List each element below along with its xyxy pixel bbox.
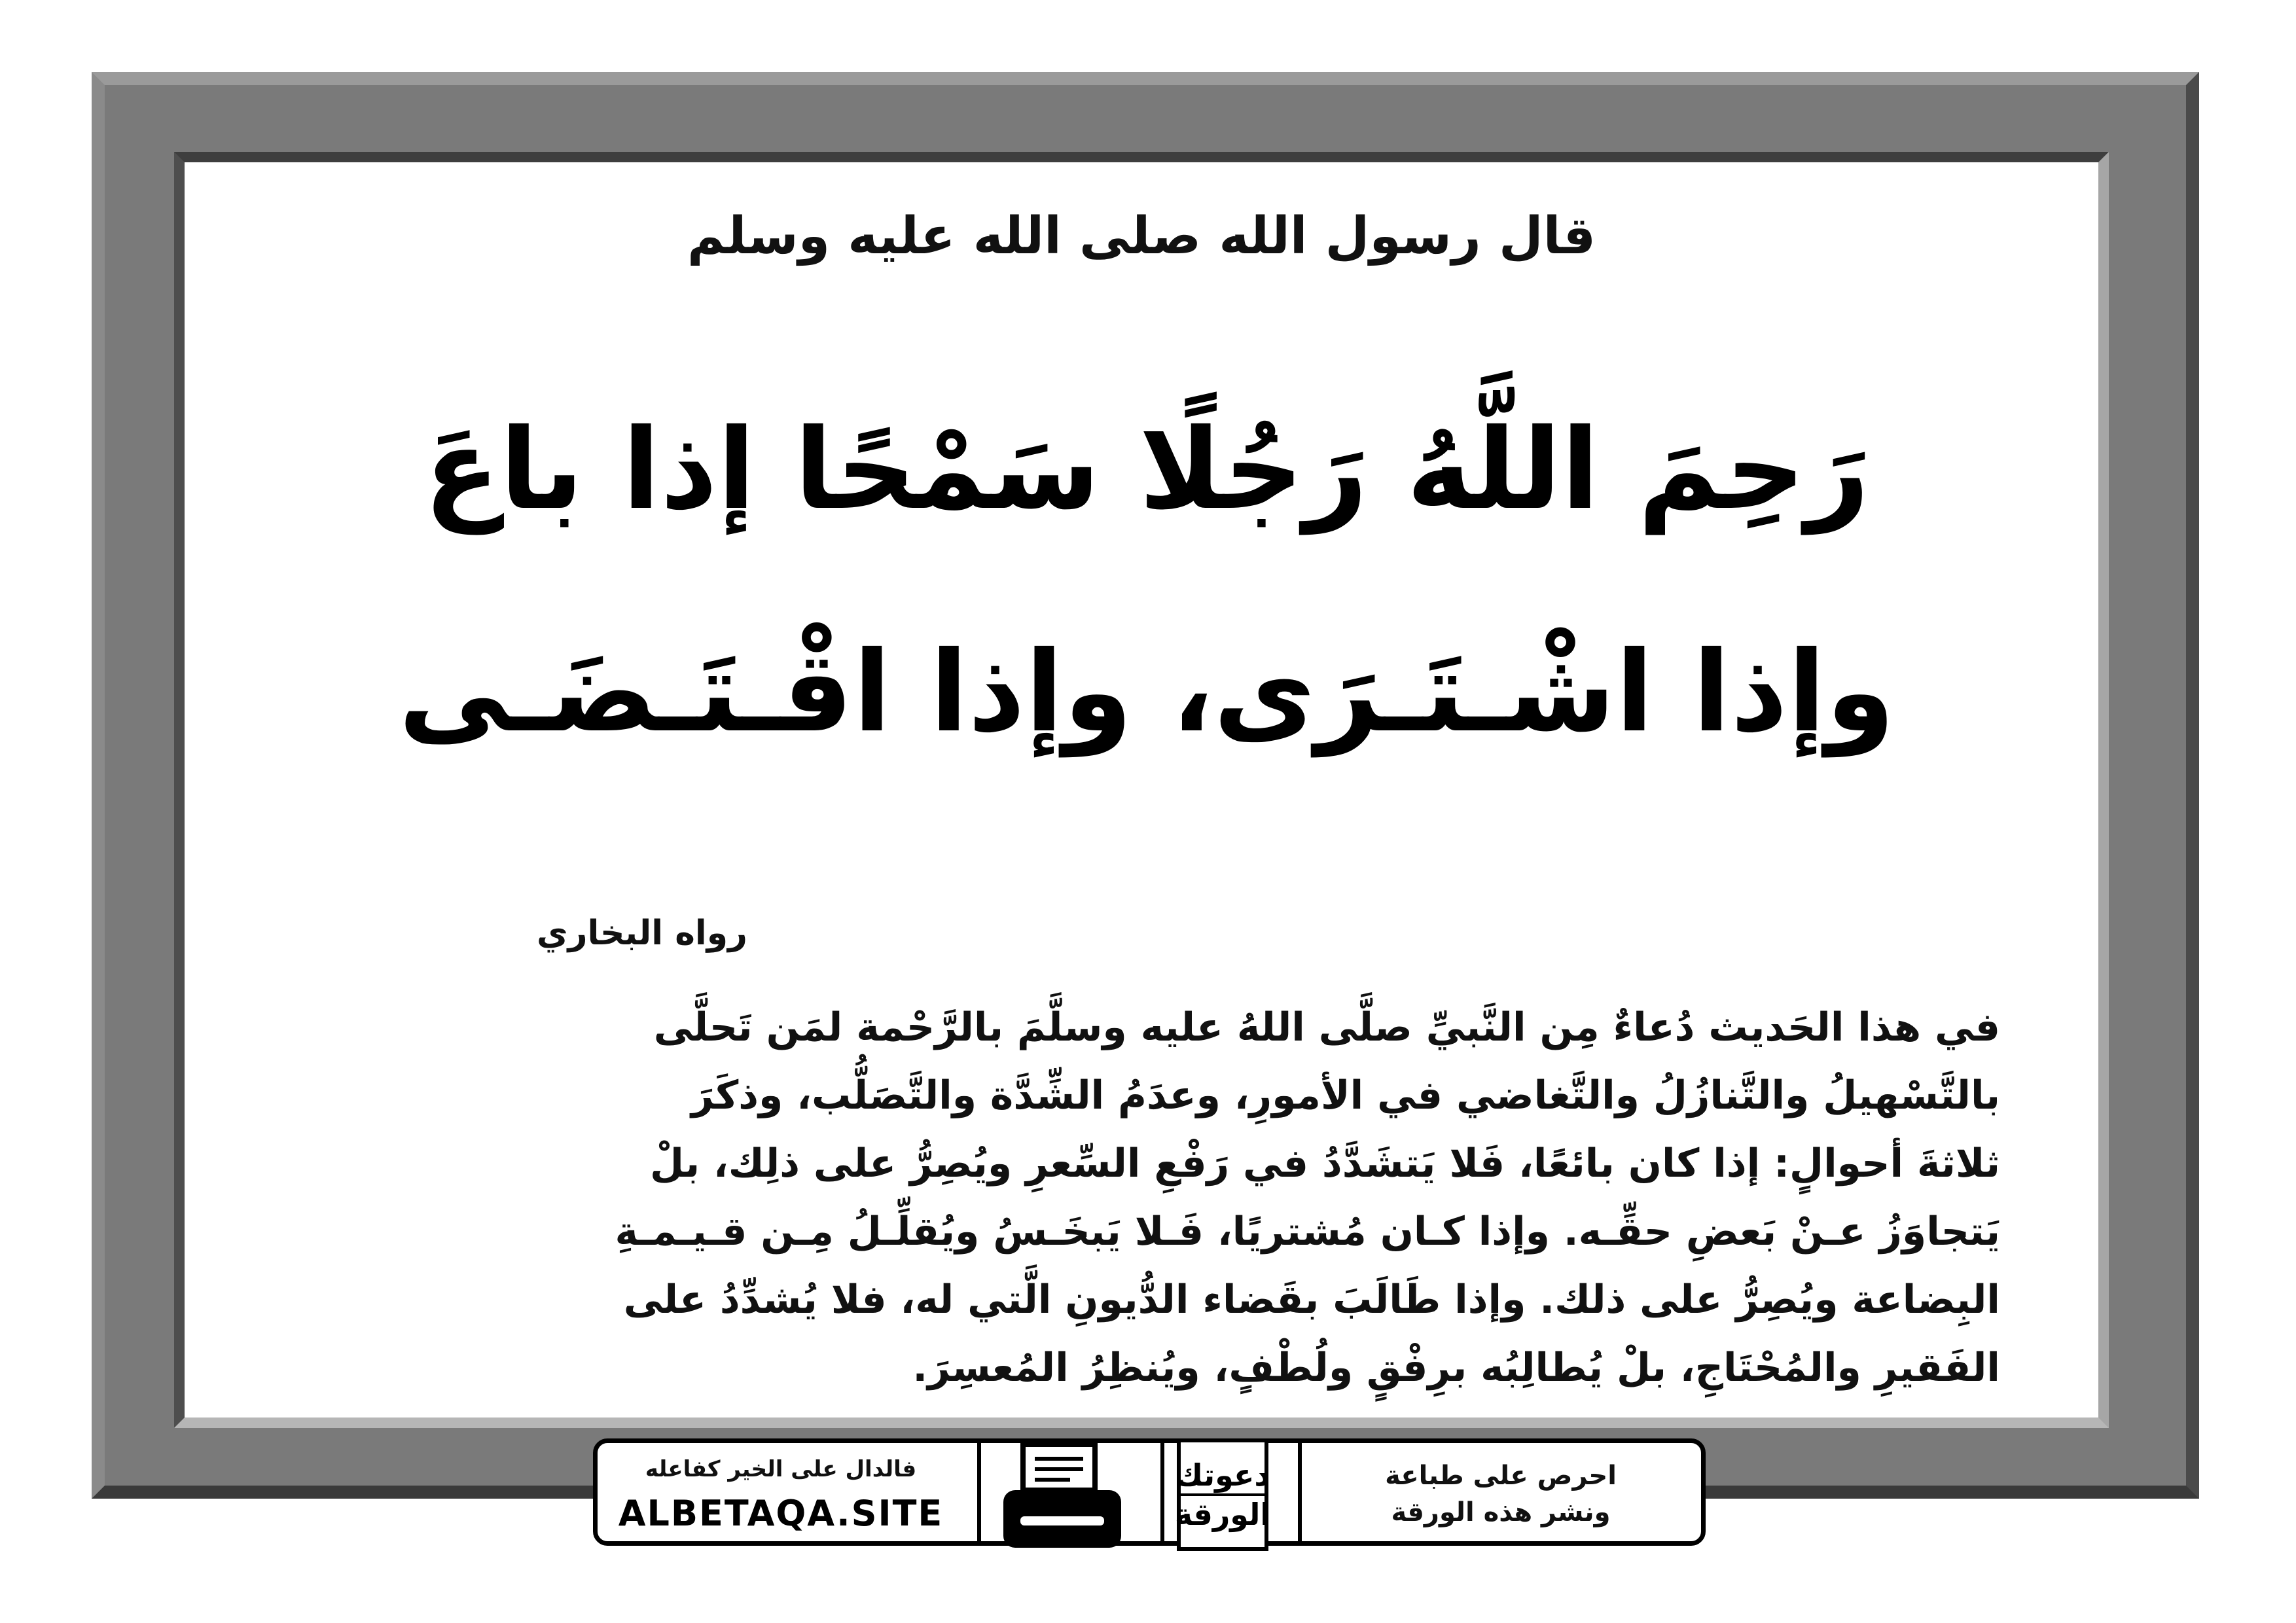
hadith-line-1: رَحِمَ اللَّهُ رَجُلًا سَمْحًا إذا باعَ bbox=[423, 405, 1870, 535]
print-note-line-1: احرص على طباعة bbox=[1385, 1461, 1617, 1491]
dawah-logo bbox=[1174, 1434, 1272, 1556]
site-link[interactable]: ALBETAQA.SITE bbox=[618, 1493, 944, 1534]
explanation-line: بالتَّسْهيلُ والتَّنازُلُ والتَّغاضي في الأمورِ، وعدَمُ الشِّدَّة والتَّصَلُّب، وذكَرَ bbox=[691, 1073, 2000, 1118]
footer-motto: فالدال على الخير كفاعله bbox=[645, 1456, 917, 1482]
explanation-line: ثلاثةَ أحوالٍ: إذا كان بائعًا، فَلا يَتشَدَّدُ في رَفْعِ السِّعرِ ويُصِرُّ على ذلِك، بلْ bbox=[650, 1141, 2000, 1186]
explanation-line: في هذا الحَديث دُعاءٌ مِن النَّبيِّ صلَّى اللهُ عليه وسلَّمَ بالرَّحْمة لمَن تَحلَّى bbox=[653, 1005, 2000, 1050]
hadith-line-2: وإذا اشْـتَـرَى، وإذا اقْـتَـضَـى bbox=[398, 628, 1895, 757]
footer-divider bbox=[977, 1443, 981, 1541]
intro-line: قال رسول الله صلى الله عليه وسلم bbox=[687, 207, 1596, 266]
footer-site-block bbox=[611, 1447, 951, 1539]
card-content bbox=[185, 162, 2098, 1418]
logo-line-1: دعوتك bbox=[1175, 1457, 1270, 1493]
footer-divider bbox=[1160, 1443, 1164, 1541]
explanation-text bbox=[283, 993, 2000, 1402]
explanation-line: الفَقيرِ والمُحْتَاجِ، بلْ يُطالِبُه برِفْقٍ ولُطْفٍ، ويُنظِرُ المُعسِرَ. bbox=[912, 1345, 2000, 1391]
narrator-attribution: رواه البخاري bbox=[536, 914, 747, 953]
footer-print-note bbox=[1318, 1447, 1684, 1539]
footer-divider bbox=[1298, 1443, 1302, 1541]
logo-line-2: الورقة bbox=[1174, 1497, 1271, 1532]
explanation-line: البِضاعة ويُصِرُّ على ذلك. وإذا طَالَبَ بقَضاء الدُّيونِ الَّتي له، فلا يُشدِّدُ على bbox=[623, 1277, 2000, 1323]
printer-icon bbox=[997, 1434, 1128, 1556]
explanation-line: يَتجاوَزُ عـنْ بَعضِ حقِّـه. وإذا كـان مُشتريًا، فَـلا يَبخَـسُ ويُقلِّـلُ مِـن قـيـمـةِ bbox=[615, 1209, 2000, 1255]
footer-bar bbox=[593, 1438, 1706, 1546]
hadith-text bbox=[315, 359, 1978, 804]
print-note-line-2: ونشر هذه الورقة bbox=[1391, 1497, 1611, 1527]
